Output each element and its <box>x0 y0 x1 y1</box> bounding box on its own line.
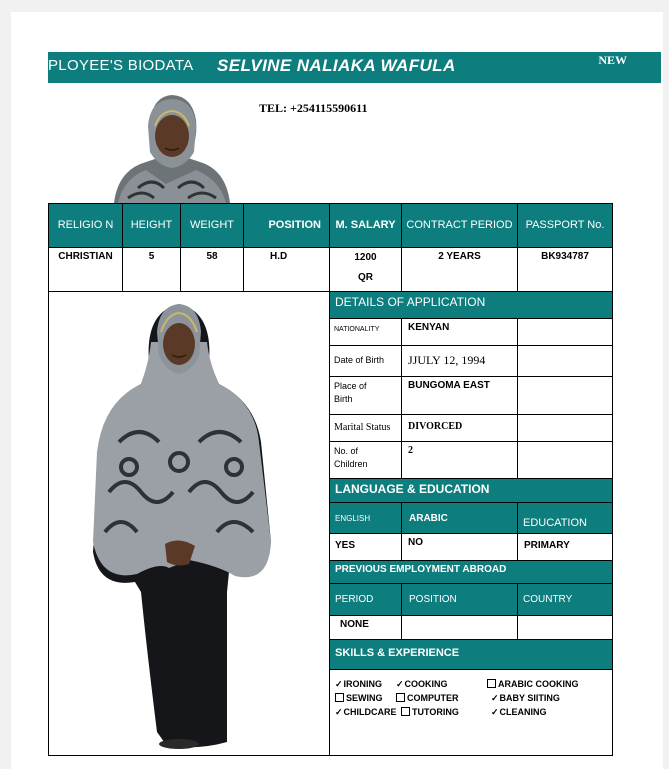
full-body-photo <box>49 292 329 755</box>
check-icon: ✓ <box>335 679 343 689</box>
country-header: COUNTRY <box>517 583 613 616</box>
contract-value: 2 YEARS <box>401 247 518 292</box>
period-header: PERIOD <box>329 583 402 616</box>
marital-value: DIVORCED <box>401 414 518 442</box>
checkbox-empty-icon <box>335 693 344 702</box>
dob-value: JJULY 12, 1994 <box>401 345 518 377</box>
salary-value: 1200 QR <box>329 247 402 292</box>
new-badge: NEW <box>598 53 627 67</box>
country-value <box>517 615 613 640</box>
dob-extra <box>517 345 613 377</box>
skill-cleaning: ✓CLEANING <box>491 707 547 717</box>
english-value: YES <box>329 533 402 561</box>
passport-value: BK934787 <box>517 247 613 292</box>
biodata-title: PLOYEE'S BIODATA <box>48 57 194 74</box>
language-section-title: LANGUAGE & EDUCATION <box>329 478 613 503</box>
nationality-extra <box>517 318 613 346</box>
position-value: H.D <box>243 247 330 292</box>
education-value: PRIMARY <box>517 533 613 561</box>
height-value: 5 <box>122 247 181 292</box>
skills-column-3 <box>487 677 579 719</box>
header-bar <box>48 52 661 83</box>
religion-value: CHRISTIAN <box>48 247 123 292</box>
check-icon: ✓ <box>491 707 499 717</box>
children-label: No. of Children <box>329 441 402 479</box>
checkbox-empty-icon <box>396 693 405 702</box>
nationality-label: NATIONALITY <box>329 318 402 346</box>
skills-section-title: SKILLS & EXPERIENCE <box>329 639 613 670</box>
salary-header: M. SALARY <box>329 203 402 248</box>
marital-extra <box>517 414 613 442</box>
skill-baby-sitting: ✓BABY SIITING <box>491 693 560 703</box>
dob-label: Date of Birth <box>329 345 402 377</box>
contract-header: CONTRACT PERIOD <box>401 203 518 248</box>
check-icon: ✓ <box>396 679 404 689</box>
skill-arabic-cooking: ARABIC COOKING <box>487 677 579 691</box>
skills-column-1 <box>335 677 397 719</box>
check-icon: ✓ <box>335 707 343 717</box>
height-header: HEIGHT <box>122 203 181 248</box>
candidate-name: SELVINE NALIAKA WAFULA <box>217 56 456 75</box>
children-extra <box>517 441 613 479</box>
period-value: NONE <box>329 615 402 640</box>
pob-extra <box>517 376 613 415</box>
full-photo-frame <box>48 291 330 756</box>
skill-cooking: ✓COOKING <box>396 679 448 689</box>
checkbox-empty-icon <box>487 679 496 688</box>
skill-computer: COMPUTER <box>396 691 459 705</box>
weight-value: 58 <box>180 247 244 292</box>
arabic-header: ARABIC <box>401 502 518 534</box>
portrait-photo <box>108 92 232 203</box>
education-header: EDUCATION <box>517 502 613 534</box>
weight-header: WEIGHT <box>180 203 244 248</box>
pob-value: BUNGOMA EAST <box>401 376 518 415</box>
check-icon: ✓ <box>491 693 499 703</box>
telephone: TEL: +254115590611 <box>259 101 368 115</box>
biodata-page <box>11 12 663 769</box>
checkbox-empty-icon <box>401 707 410 716</box>
position-header: POSITION <box>243 203 330 248</box>
skills-column-2 <box>396 677 459 719</box>
prev-position-value <box>401 615 518 640</box>
children-value: 2 <box>401 441 518 479</box>
english-header: ENGLISH <box>329 502 402 534</box>
skill-childcare: ✓CHILDCARE <box>335 707 397 717</box>
skill-tutoring: TUTORING <box>401 705 459 719</box>
skill-ironing: ✓IRONING <box>335 679 383 689</box>
arabic-value: NO <box>401 533 518 561</box>
pob-label: Place of Birth <box>329 376 402 415</box>
religion-header: RELIGIO N <box>48 203 123 248</box>
previous-section-title: PREVIOUS EMPLOYMENT ABROAD <box>329 560 613 584</box>
prev-position-header: POSITION <box>401 583 518 616</box>
passport-header: PASSPORT No. <box>517 203 613 248</box>
nationality-value: KENYAN <box>401 318 518 346</box>
marital-label: Marital Status <box>329 414 402 442</box>
application-section-title: DETAILS OF APPLICATION <box>329 291 613 319</box>
skill-sewing: SEWING <box>335 691 397 705</box>
